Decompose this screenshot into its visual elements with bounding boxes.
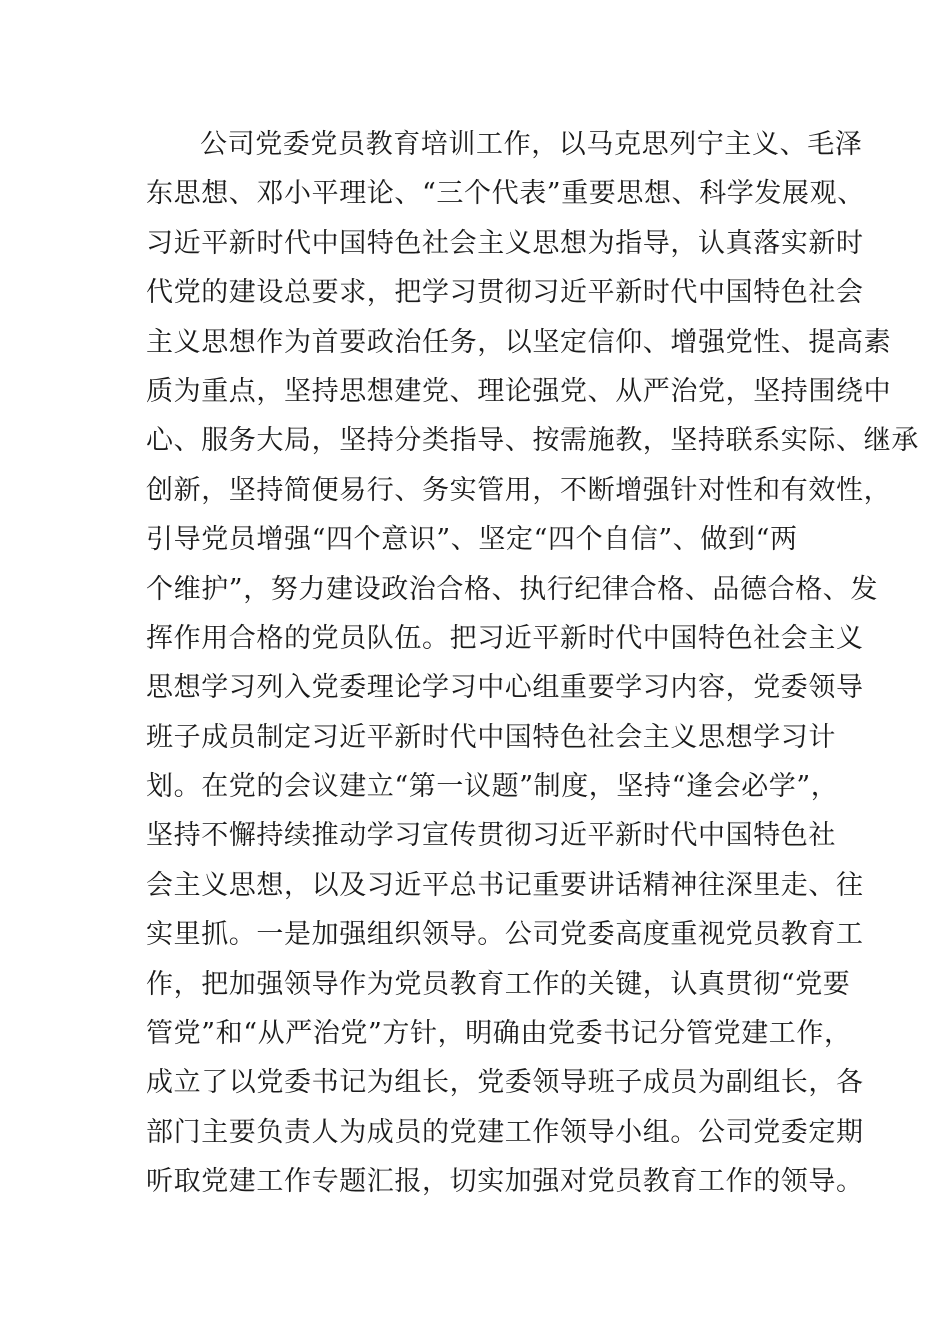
text-line: 坚持不懈持续推动学习宣传贯彻习近平新时代中国特色社 xyxy=(146,820,836,852)
text-line: 代党的建设总要求，把学习贯彻习近平新时代中国特色社会 xyxy=(146,277,864,309)
text-line: 划。在党的会议建立“第一议题”制度，坚持“逢会必学”， xyxy=(146,771,839,803)
text-line: 心、服务大局，坚持分类指导、按需施教，坚持联系实际、继承 xyxy=(146,425,919,457)
text-line: 会主义思想，以及习近平总书记重要讲话精神往深里走、往 xyxy=(146,869,864,901)
text-line: 管党”和“从严治党”方针，明确由党委书记分管党建工作， xyxy=(146,1018,852,1050)
text-line: 习近平新时代中国特色社会主义思想为指导，认真落实新时 xyxy=(146,227,864,259)
text-line: 公司党委党员教育培训工作，以马克思列宁主义、毛泽 xyxy=(200,129,863,160)
document-body xyxy=(146,120,919,1207)
text-line: 主义思想作为首要政治任务，以坚定信仰、增强党性、提高素 xyxy=(146,326,892,358)
text-line: 东思想、邓小平理论、“三个代表”重要思想、科学发展观、 xyxy=(146,178,865,210)
text-line: 创新，坚持简便易行、务实管用，不断增强针对性和有效性， xyxy=(146,474,892,506)
text-line: 实里抓。一是加强组织领导。公司党委高度重视党员教育工 xyxy=(146,919,864,951)
text-line: 个维护”，努力建设政治合格、执行纪律合格、品德合格、发 xyxy=(146,573,879,605)
text-line: 作，把加强领导作为党员教育工作的关键，认真贯彻“党要 xyxy=(146,968,851,1000)
text-line: 引导党员增强“四个意识”、坚定“四个自信”、做到“两 xyxy=(146,524,798,556)
text-line: 思想学习列入党委理论学习中心组重要学习内容，党委领导 xyxy=(146,672,864,704)
text-line: 质为重点，坚持思想建党、理论强党、从严治党，坚持围绕中 xyxy=(146,375,892,407)
text-line: 听取党建工作专题汇报，切实加强对党员教育工作的领导。 xyxy=(146,1166,864,1198)
text-line: 挥作用合格的党员队伍。把习近平新时代中国特色社会主义 xyxy=(146,622,864,654)
text-line: 成立了以党委书记为组长，党委领导班子成员为副组长，各 xyxy=(146,1067,864,1099)
text-line: 班子成员制定习近平新时代中国特色社会主义思想学习计 xyxy=(146,721,836,753)
text-line: 部门主要负责人为成员的党建工作领导小组。公司党委定期 xyxy=(146,1116,864,1148)
